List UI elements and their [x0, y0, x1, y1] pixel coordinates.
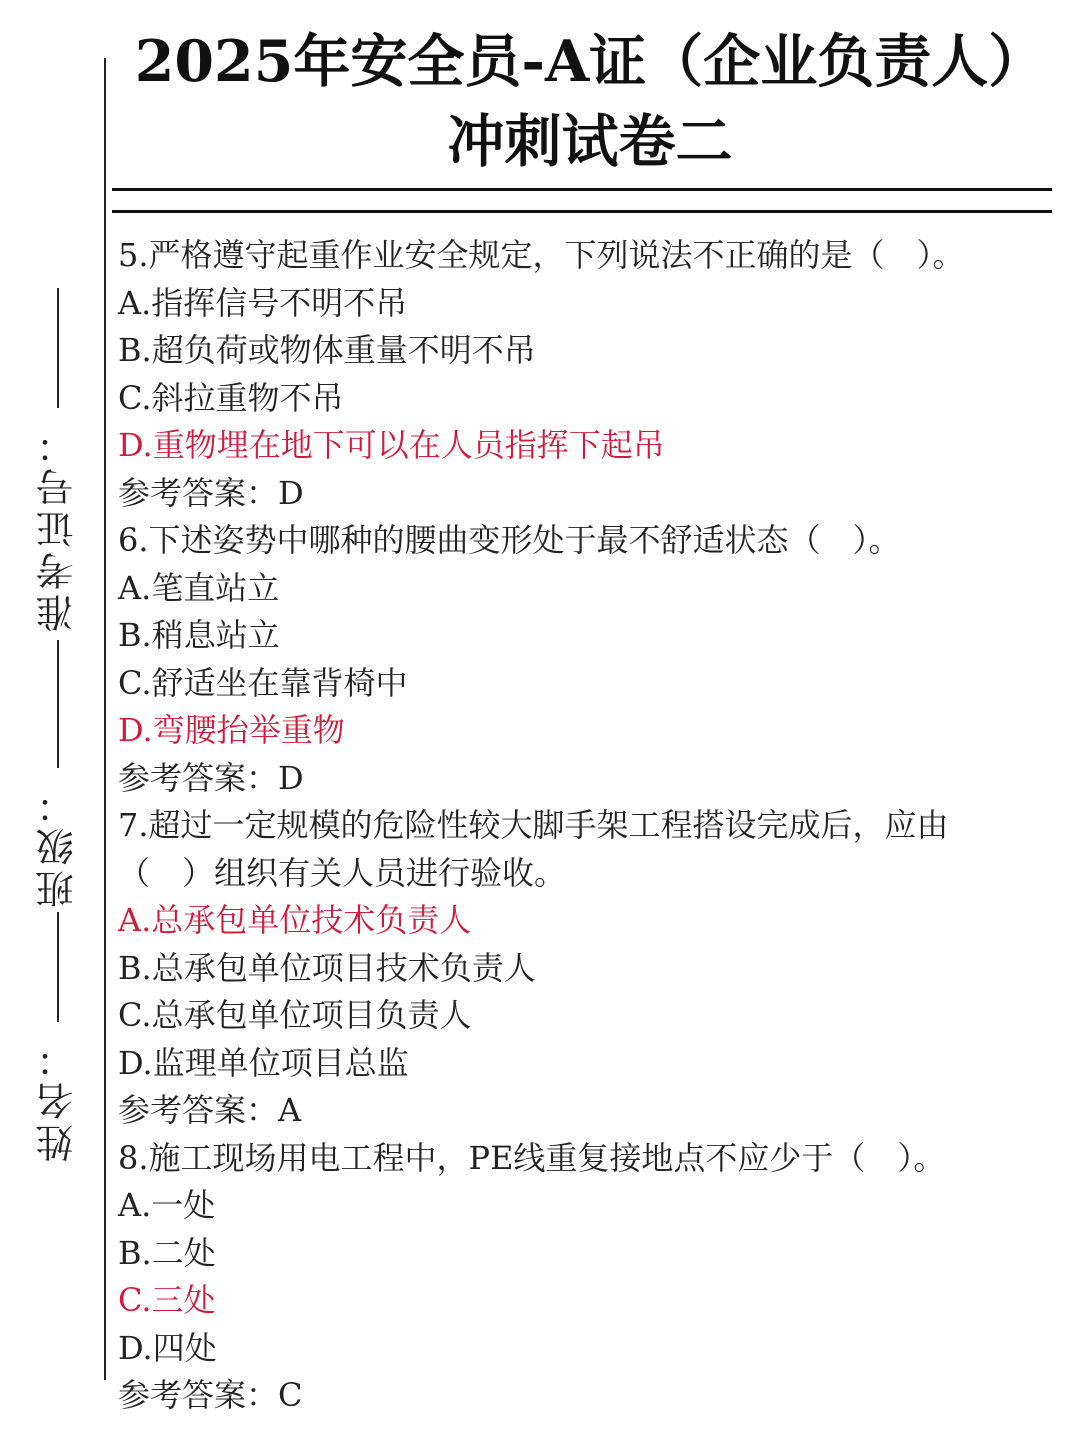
option-a-correct: A.总承包单位技术负责人	[118, 901, 472, 939]
exam-id-field	[28, 288, 88, 632]
class-label: 班级：	[36, 782, 80, 908]
name-blank	[57, 912, 59, 1022]
page-title	[110, 22, 1070, 182]
question-5	[118, 232, 1063, 517]
title-line-1: 2025年安全员-A证（企业负责人）	[134, 28, 1046, 95]
option-b: B.超负荷或物体重量不明不吊	[118, 331, 536, 369]
question-stem: 6.下述姿势中哪种的腰曲变形处于最不舒适状态（ ）。	[118, 521, 901, 559]
option-a: A.一处	[118, 1186, 216, 1224]
title-rule-bottom	[112, 210, 1052, 213]
name-field	[28, 912, 88, 1162]
option-b: B.二处	[118, 1233, 216, 1272]
class-field	[28, 640, 88, 908]
class-blank	[57, 640, 59, 768]
option-d-correct: D.弯腰抬举重物	[118, 711, 345, 749]
question-7	[118, 802, 1063, 1135]
option-b: B.总承包单位项目技术负责人	[118, 948, 536, 987]
exam-id-label: 准考证号：	[36, 422, 80, 632]
option-d-correct: D.重物埋在地下可以在人员指挥下起吊	[118, 426, 665, 464]
option-a: A.指挥信号不明不吊	[118, 283, 408, 322]
option-c: C.舒适坐在靠背椅中	[118, 663, 408, 702]
option-c: C.斜拉重物不吊	[118, 378, 344, 417]
binding-line	[104, 58, 106, 1380]
name-label: 姓名：	[36, 1036, 80, 1162]
exam-id-blank	[57, 288, 59, 408]
question-list	[118, 232, 1063, 1420]
question-stem: 8.施工现场用电工程中，PE线重复接地点不应少于（ ）。	[118, 1138, 946, 1177]
option-c-correct: C.三处	[118, 1281, 216, 1319]
option-a: A.笔直站立	[118, 568, 280, 607]
question-stem: 5.严格遵守起重作业安全规定，下列说法不正确的是（ ）。	[118, 236, 965, 274]
answer-key: 参考答案：D	[118, 473, 304, 512]
answer-key: 参考答案：C	[118, 1376, 303, 1414]
question-stem-line-2: （ ）组织有关人员进行验收。	[118, 853, 567, 892]
option-c: C.总承包单位项目负责人	[118, 996, 472, 1034]
option-b: B.稍息站立	[118, 616, 280, 654]
answer-key: 参考答案：D	[118, 758, 304, 797]
title-line-2: 冲刺试卷二	[447, 108, 733, 175]
option-d: D.四处	[118, 1328, 217, 1367]
question-stem-line-1: 7.超过一定规模的危险性较大脚手架工程搭设完成后，应由	[118, 806, 949, 844]
question-8	[118, 1135, 1063, 1420]
title-rule-top	[112, 188, 1052, 191]
answer-key: 参考答案：A	[118, 1091, 302, 1129]
question-6	[118, 517, 1063, 802]
option-d: D.监理单位项目总监	[118, 1043, 409, 1082]
